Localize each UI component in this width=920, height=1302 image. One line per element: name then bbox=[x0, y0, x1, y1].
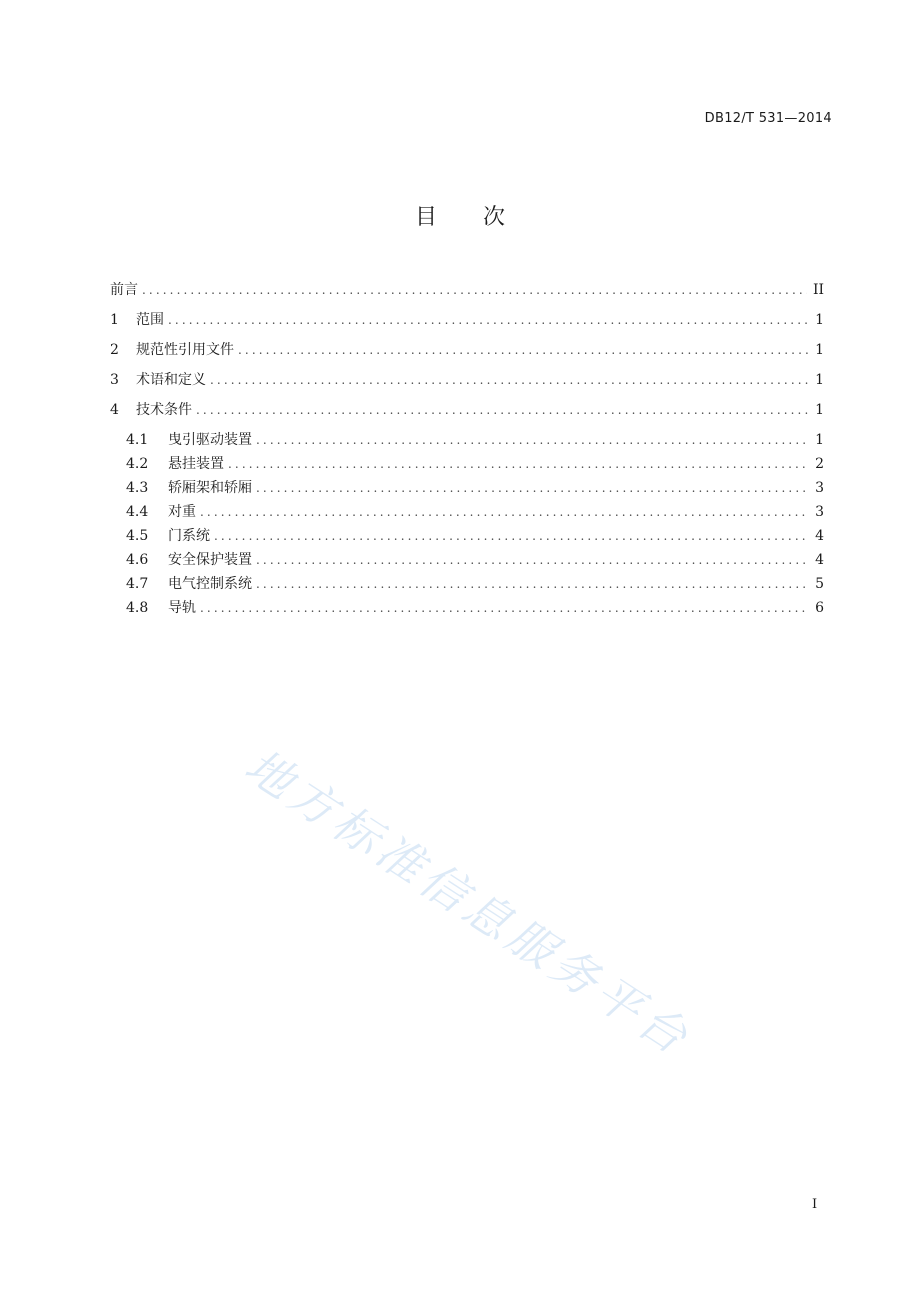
toc-entry-page: 4 bbox=[815, 528, 824, 544]
toc-entry-page: 1 bbox=[815, 312, 824, 328]
toc-leader-dots bbox=[256, 477, 808, 499]
toc-leader-dots bbox=[228, 453, 808, 475]
toc-entry-page: 6 bbox=[815, 600, 824, 616]
toc-entry-4-5[interactable] bbox=[110, 525, 824, 549]
toc-entry-page: 1 bbox=[815, 432, 824, 448]
toc-entry-number: 4.2 bbox=[126, 456, 149, 472]
toc-entry-number: 4.8 bbox=[126, 600, 149, 616]
document-code: DB12/T 531—2014 bbox=[704, 111, 832, 126]
toc-leader-dots bbox=[214, 525, 808, 547]
toc-entry-number: 4.4 bbox=[126, 504, 149, 520]
toc-entry-1[interactable] bbox=[110, 309, 824, 339]
toc-entry-number: 4.7 bbox=[126, 576, 149, 592]
toc-entry-label: 门系统 bbox=[168, 528, 210, 544]
toc-entry-page: 1 bbox=[815, 372, 824, 388]
toc-entry-label: 电气控制系统 bbox=[168, 576, 252, 592]
toc-entry-label: 技术条件 bbox=[136, 402, 192, 418]
toc-leader-dots bbox=[142, 279, 807, 301]
toc-entry-label: 范围 bbox=[136, 312, 164, 328]
toc-entry-page: 1 bbox=[815, 402, 824, 418]
toc-entry-number: 4.3 bbox=[126, 480, 149, 496]
toc-entry-3[interactable] bbox=[110, 369, 824, 399]
watermark: 地方标准信息服务平台 bbox=[235, 738, 702, 1067]
toc-entry-page: 3 bbox=[815, 504, 824, 520]
toc-entry-4-1[interactable] bbox=[110, 429, 824, 453]
toc-entry-2[interactable] bbox=[110, 339, 824, 369]
toc-entry-page: 2 bbox=[815, 456, 824, 472]
toc-leader-dots bbox=[168, 309, 808, 331]
toc-entry-number: 4 bbox=[110, 402, 119, 418]
toc-leader-dots bbox=[256, 549, 808, 571]
toc-entry-label: 轿厢架和轿厢 bbox=[168, 480, 252, 496]
toc-entry-4-8[interactable] bbox=[110, 597, 824, 621]
toc-entry-page: 1 bbox=[815, 342, 824, 358]
toc-entry-number: 4.5 bbox=[126, 528, 149, 544]
toc-entry-label: 悬挂装置 bbox=[168, 456, 224, 472]
toc-entry-label: 曳引驱动装置 bbox=[168, 432, 252, 448]
toc-entry-4-6[interactable] bbox=[110, 549, 824, 573]
toc-entry-number: 3 bbox=[110, 372, 119, 388]
toc-entry-4-7[interactable] bbox=[110, 573, 824, 597]
toc-leader-dots bbox=[200, 597, 808, 619]
toc-entry-label: 术语和定义 bbox=[136, 372, 206, 388]
table-of-contents bbox=[110, 279, 824, 621]
toc-entry-number: 4.6 bbox=[126, 552, 149, 568]
toc-entry-page: 3 bbox=[815, 480, 824, 496]
toc-entry-4-3[interactable] bbox=[110, 477, 824, 501]
toc-entry-page: 4 bbox=[815, 552, 824, 568]
toc-entry-preface[interactable] bbox=[110, 279, 824, 309]
toc-leader-dots bbox=[238, 339, 808, 361]
toc-entry-page: 5 bbox=[815, 576, 824, 592]
toc-leader-dots bbox=[196, 399, 808, 421]
toc-leader-dots bbox=[256, 429, 808, 451]
toc-leader-dots bbox=[256, 573, 808, 595]
toc-entry-page: II bbox=[812, 282, 824, 298]
toc-entry-label: 对重 bbox=[168, 504, 196, 520]
toc-entry-number: 1 bbox=[110, 312, 119, 328]
toc-entry-label: 导轨 bbox=[168, 600, 196, 616]
page-title: 目次 bbox=[414, 205, 551, 230]
toc-entry-label: 前言 bbox=[110, 282, 138, 298]
toc-entry-4[interactable] bbox=[110, 399, 824, 429]
toc-entry-label: 安全保护装置 bbox=[168, 552, 252, 568]
toc-entry-4-4[interactable] bbox=[110, 501, 824, 525]
toc-entry-number: 4.1 bbox=[126, 432, 149, 448]
toc-entry-number: 2 bbox=[110, 342, 119, 358]
toc-leader-dots bbox=[210, 369, 808, 391]
toc-leader-dots bbox=[200, 501, 808, 523]
page-number: I bbox=[812, 1197, 818, 1212]
toc-entry-label: 规范性引用文件 bbox=[136, 342, 234, 358]
toc-entry-4-2[interactable] bbox=[110, 453, 824, 477]
